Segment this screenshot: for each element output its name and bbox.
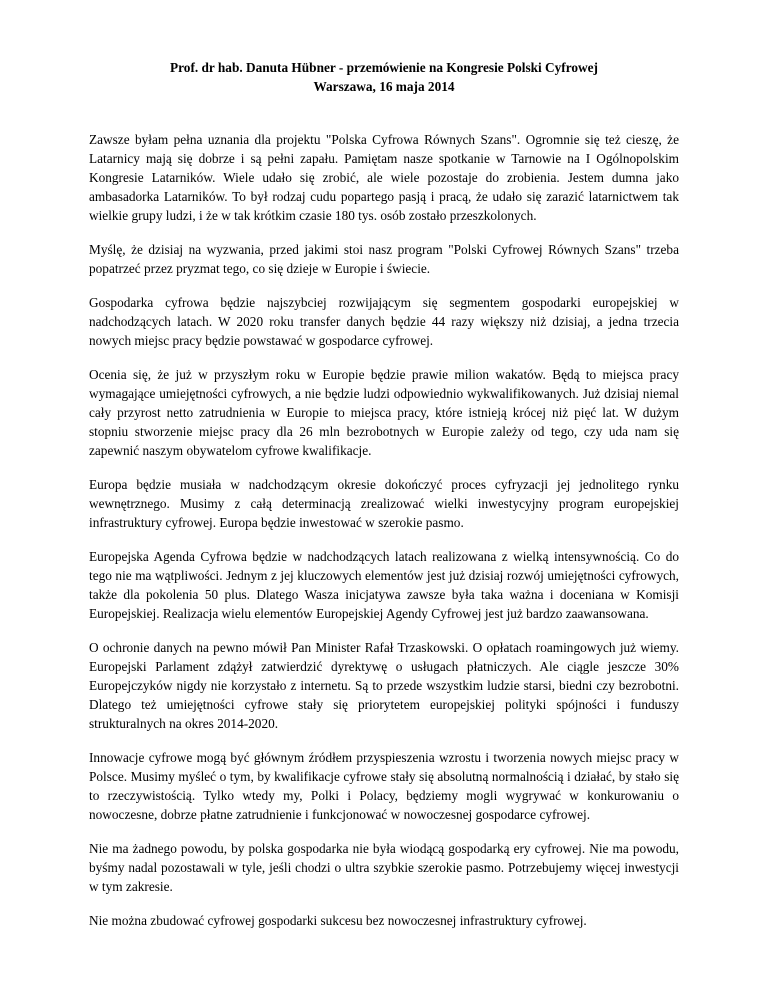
title-line-place-date: Warszawa, 16 maja 2014 [313,79,455,94]
paragraph-7: O ochronie danych na pewno mówił Pan Minister Rafał Trzaskowski. O opłatach roamingowych już wiemy. Europejski Parlament zdążył zatwierdzić dyrektywę o usługach płatniczych. Ale ciągle jeszcze 30% Europejczyków nigdy nie korzystało z internetu. Są to przede wszystkim ludzie starsi, biedni czy bezrobotni. Dlatego też umiejętności cyfrowe stały się priorytetem europejskiej polityki spójności i funduszy strukturalnych na okres 2014-2020. [89,640,679,731]
title-line-speaker: Prof. dr hab. Danuta Hübner - przemówienie na Kongresie Polski Cyfrowej [170,60,598,75]
paragraph-2: Myślę, że dzisiaj na wyzwania, przed jakimi stoi nasz program "Polski Cyfrowej Równych Szans" trzeba popatrzeć przez pryzmat tego, co się dzieje w Europie i świecie. [89,242,679,276]
paragraph-8: Innowacje cyfrowe mogą być głównym źródłem przyspieszenia wzrostu i tworzenia nowych miejsc pracy w Polsce. Musimy myśleć o tym, by kwalifikacje cyfrowe stały się absolutną normalnością i działać, by stało się to rzeczywistością. Tylko wtedy my, Polki i Polacy, będziemy mogli wygrywać w konkurowaniu o nowoczesne, dobrze płatne zatrudnienie i funkcjonować w nowoczesnej gospodarce cyfrowej. [89,750,679,822]
paragraph-4: Ocenia się, że już w przyszłym roku w Europie będzie prawie milion wakatów. Będą to miejsca pracy wymagające umiejętności cyfrowych, a nie będzie ludzi odpowiednio wykwalifikowanych. Już dzisiaj niemal cały przyrost netto zatrudnienia w Europie to miejsca pracy, które istnieją krócej niż pięć lat. W dużym stopniu stworzenie miejsc pracy dla 26 mln bezrobotnych w Europie zależy od tego, czy uda nam się zapewnić naszym obywatelom cyfrowe kwalifikacje. [89,367,679,458]
paragraph-3: Gospodarka cyfrowa będzie najszybciej rozwijającym się segmentem gospodarki europejskiej w nadchodzących latach. W 2020 roku transfer danych będzie 44 razy większy niż dzisiaj, a jedna trzecia nowych miejsc pracy będzie powstawać w gospodarce cyfrowej. [89,295,679,348]
paragraph-5: Europa będzie musiała w nadchodzącym okresie dokończyć proces cyfryzacji jej jednolitego rynku wewnętrznego. Musimy z całą determinacją zrealizować wielki inwestycyjny program europejskiej infrastruktury cyfrowej. Europa będzie inwestować w szerokie pasmo. [89,477,679,530]
paragraph-1: Zawsze byłam pełna uznania dla projektu "Polska Cyfrowa Równych Szans". Ogromnie się też cieszę, że Latarnicy mają się dobrze i są pełni zapału. Pamiętam nasze spotkanie w Tarnowie na I Ogólnopolskim Kongresie Latarników. Wiele udało się zrobić, ale wiele pozostaje do zrobienia. Jestem dumna jako ambasadorka Latarników. To był rodzaj cudu popartego pasją i pracą, że udało się zarazić latarnictwem tak wielkie grupy ludzi, i że w tak krótkim czasie 180 tys. osób zostało przeszkolonych. [89,132,679,223]
paragraph-9: Nie ma żadnego powodu, by polska gospodarka nie była wiodącą gospodarką ery cyfrowej. Nie ma powodu, byśmy nadal pozostawali w tyle, jeśli chodzi o ultra szybkie szerokie pasmo. Potrzebujemy więcej inwestycji w tym zakresie. [89,841,679,894]
document-title [89,58,679,96]
paragraph-10: Nie można zbudować cyfrowej gospodarki sukcesu bez nowoczesnej infrastruktury cyfrowej. [89,913,587,928]
speech-body [89,130,679,930]
paragraph-6: Europejska Agenda Cyfrowa będzie w nadchodzących latach realizowana z wielką intensywnością. Co do tego nie ma wątpliwości. Jednym z jej kluczowych elementów jest już dzisiaj rozwój umiejętności cyfrowych, także dla pokolenia 50 plus. Dlatego Wasza inicjatywa zawsze była taka ważna i doceniana w Komisji Europejskiej. Realizacja wielu elementów Europejskiej Agendy Cyfrowej jest już bardzo zaawansowana. [89,549,679,621]
